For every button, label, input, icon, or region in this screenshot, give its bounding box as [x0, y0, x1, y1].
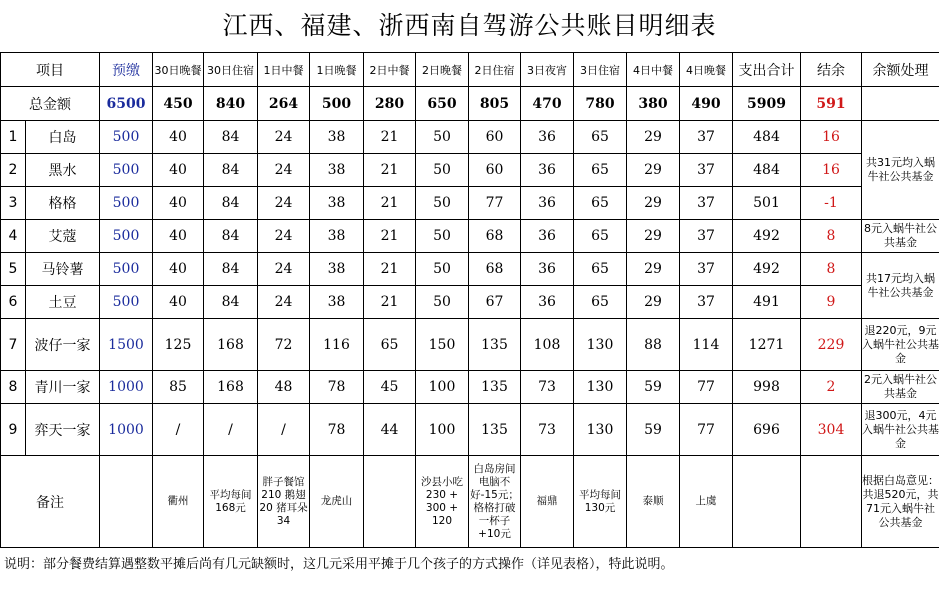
member-item: 60	[469, 154, 521, 187]
member-item: /	[204, 404, 258, 456]
member-item: 29	[627, 187, 680, 220]
member-item: 50	[416, 121, 469, 154]
member-name: 土豆	[26, 286, 100, 319]
member-item: 21	[364, 121, 416, 154]
row-number: 3	[1, 187, 26, 220]
member-item: 65	[574, 121, 627, 154]
header-cell: 2日中餐	[364, 53, 416, 87]
member-row	[1, 121, 939, 154]
note-cell	[801, 456, 862, 548]
member-item: 68	[469, 253, 521, 286]
total-item: 500	[310, 87, 364, 121]
member-spent: 491	[733, 286, 801, 319]
note-cell: 上虞	[680, 456, 733, 548]
note-cell: 福鼎	[521, 456, 574, 548]
member-item: 77	[680, 404, 733, 456]
member-item: 37	[680, 187, 733, 220]
member-item: 84	[204, 154, 258, 187]
member-item: 77	[469, 187, 521, 220]
header-cell: 4日中餐	[627, 53, 680, 87]
member-item: 38	[310, 187, 364, 220]
member-item: 37	[680, 286, 733, 319]
member-prepaid: 1500	[100, 319, 153, 371]
member-row	[1, 319, 939, 371]
header-cell: 4日晚餐	[680, 53, 733, 87]
member-item: 100	[416, 371, 469, 404]
balance-remark: 共31元均入蜗牛社公共基金	[862, 121, 939, 220]
note-cell: 平均每间130元	[574, 456, 627, 548]
member-item: 29	[627, 253, 680, 286]
notes-final: 根据白岛意见：共退520元，共71元入蜗牛社公共基金	[862, 456, 939, 548]
member-name: 格格	[26, 187, 100, 220]
member-item: 40	[153, 154, 204, 187]
member-item: 24	[258, 154, 310, 187]
total-item: 650	[416, 87, 469, 121]
member-item: 38	[310, 220, 364, 253]
header-cell: 30日住宿	[204, 53, 258, 87]
header-cell: 余额处理	[862, 53, 939, 87]
header-cell: 支出合计	[733, 53, 801, 87]
member-item: 21	[364, 187, 416, 220]
member-item: 135	[469, 319, 521, 371]
note-cell: 胖子餐馆210 鹅翅20 猪耳朵34	[258, 456, 310, 548]
balance-remark: 共17元均入蜗牛社公共基金	[862, 253, 939, 319]
page-title: 江西、福建、浙西南自驾游公共账目明细表	[222, 11, 717, 40]
member-prepaid: 500	[100, 154, 153, 187]
member-balance: -1	[801, 187, 862, 220]
member-item: 24	[258, 253, 310, 286]
note-cell	[364, 456, 416, 548]
member-item: 78	[310, 404, 364, 456]
notes-label: 备注	[1, 456, 100, 548]
note-cell: 沙县小吃 230 + 300 + 120	[416, 456, 469, 548]
row-number: 1	[1, 121, 26, 154]
member-spent: 492	[733, 253, 801, 286]
member-spent: 998	[733, 371, 801, 404]
member-row	[1, 154, 939, 187]
member-item: 168	[204, 371, 258, 404]
total-item: 490	[680, 87, 733, 121]
member-item: 24	[258, 220, 310, 253]
total-item: 805	[469, 87, 521, 121]
row-number: 9	[1, 404, 26, 456]
member-item: 50	[416, 154, 469, 187]
member-item: 130	[574, 404, 627, 456]
member-item: 36	[521, 154, 574, 187]
balance-remark: 8元入蜗牛社公共基金	[862, 220, 939, 253]
header-cell: 项目	[1, 53, 100, 87]
member-item: 21	[364, 220, 416, 253]
total-spent: 5909	[733, 87, 801, 121]
member-row	[1, 220, 939, 253]
member-item: 59	[627, 371, 680, 404]
row-number: 6	[1, 286, 26, 319]
row-number: 2	[1, 154, 26, 187]
member-spent: 492	[733, 220, 801, 253]
member-spent: 501	[733, 187, 801, 220]
member-item: 100	[416, 404, 469, 456]
member-item: 135	[469, 404, 521, 456]
member-item: 84	[204, 187, 258, 220]
member-balance: 16	[801, 121, 862, 154]
account-table	[0, 52, 939, 548]
member-item: 50	[416, 220, 469, 253]
member-prepaid: 500	[100, 121, 153, 154]
member-item: 36	[521, 220, 574, 253]
member-item: 78	[310, 371, 364, 404]
total-remark	[862, 87, 939, 121]
header-cell: 结余	[801, 53, 862, 87]
member-item: 40	[153, 121, 204, 154]
member-item: 77	[680, 371, 733, 404]
header-cell: 3日住宿	[574, 53, 627, 87]
member-row	[1, 371, 939, 404]
member-item: /	[258, 404, 310, 456]
member-item: 38	[310, 286, 364, 319]
member-name: 艾蔻	[26, 220, 100, 253]
header-cell: 30日晚餐	[153, 53, 204, 87]
member-spent: 696	[733, 404, 801, 456]
member-item: 40	[153, 220, 204, 253]
row-number: 7	[1, 319, 26, 371]
member-item: 65	[574, 286, 627, 319]
member-item: 130	[574, 371, 627, 404]
member-item: 150	[416, 319, 469, 371]
member-item: 73	[521, 371, 574, 404]
member-prepaid: 500	[100, 220, 153, 253]
member-row	[1, 187, 939, 220]
member-prepaid: 500	[100, 286, 153, 319]
header-cell: 2日晚餐	[416, 53, 469, 87]
header-cell: 预缴	[100, 53, 153, 87]
note-cell: 泰顺	[627, 456, 680, 548]
member-item: 108	[521, 319, 574, 371]
member-item: 135	[469, 371, 521, 404]
notes-row	[1, 456, 939, 548]
member-item: 85	[153, 371, 204, 404]
member-item: 36	[521, 121, 574, 154]
total-item: 780	[574, 87, 627, 121]
member-item: 65	[574, 187, 627, 220]
member-balance: 9	[801, 286, 862, 319]
member-item: 37	[680, 220, 733, 253]
member-prepaid: 1000	[100, 371, 153, 404]
member-spent: 484	[733, 154, 801, 187]
member-item: 45	[364, 371, 416, 404]
member-prepaid: 500	[100, 253, 153, 286]
member-item: 37	[680, 121, 733, 154]
member-item: 36	[521, 187, 574, 220]
member-item: 88	[627, 319, 680, 371]
footer-note: 说明：部分餐费结算遇整数平摊后尚有几元缺额时，这几元采用平摊于几个孩子的方式操作（详见表格），特此说明。	[4, 557, 674, 572]
header-cell: 1日中餐	[258, 53, 310, 87]
member-item: 65	[574, 253, 627, 286]
member-item: 24	[258, 286, 310, 319]
member-item: 44	[364, 404, 416, 456]
member-name: 黑水	[26, 154, 100, 187]
member-item: 38	[310, 121, 364, 154]
total-row	[1, 87, 939, 121]
member-item: 73	[521, 404, 574, 456]
balance-remark: 退300元，4元入蜗牛社公共基金	[862, 404, 939, 456]
member-row	[1, 253, 939, 286]
row-number: 5	[1, 253, 26, 286]
total-item: 840	[204, 87, 258, 121]
member-item: 65	[364, 319, 416, 371]
member-spent: 484	[733, 121, 801, 154]
member-item: 59	[627, 404, 680, 456]
member-item: 38	[310, 253, 364, 286]
member-item: 130	[574, 319, 627, 371]
member-row	[1, 286, 939, 319]
total-item: 264	[258, 87, 310, 121]
member-item: 38	[310, 154, 364, 187]
member-item: 65	[574, 154, 627, 187]
member-balance: 16	[801, 154, 862, 187]
total-item: 380	[627, 87, 680, 121]
member-item: 84	[204, 121, 258, 154]
total-item: 450	[153, 87, 204, 121]
member-item: 84	[204, 253, 258, 286]
note-cell	[100, 456, 153, 548]
total-label: 总金额	[1, 87, 100, 121]
member-item: 125	[153, 319, 204, 371]
total-item: 280	[364, 87, 416, 121]
row-number: 8	[1, 371, 26, 404]
member-item: 37	[680, 253, 733, 286]
member-item: 36	[521, 286, 574, 319]
member-prepaid: 500	[100, 187, 153, 220]
member-item: 29	[627, 121, 680, 154]
member-item: 60	[469, 121, 521, 154]
member-name: 青川一家	[26, 371, 100, 404]
member-item: 48	[258, 371, 310, 404]
member-name: 波仔一家	[26, 319, 100, 371]
header-row	[1, 53, 939, 87]
member-name: 弈天一家	[26, 404, 100, 456]
balance-remark: 退220元，9元入蜗牛社公共基金	[862, 319, 939, 371]
row-number: 4	[1, 220, 26, 253]
member-item: 24	[258, 187, 310, 220]
member-name: 白岛	[26, 121, 100, 154]
note-cell: 平均每间168元	[204, 456, 258, 548]
member-item: 67	[469, 286, 521, 319]
member-item: 50	[416, 286, 469, 319]
member-item: 29	[627, 220, 680, 253]
member-item: 29	[627, 286, 680, 319]
note-cell	[733, 456, 801, 548]
note-cell: 龙虎山	[310, 456, 364, 548]
member-spent: 1271	[733, 319, 801, 371]
member-item: 84	[204, 220, 258, 253]
member-item: 21	[364, 253, 416, 286]
member-item: 50	[416, 187, 469, 220]
member-item: 68	[469, 220, 521, 253]
member-item: 72	[258, 319, 310, 371]
balance-remark: 2元入蜗牛社公共基金	[862, 371, 939, 404]
member-item: 21	[364, 286, 416, 319]
member-item: 40	[153, 253, 204, 286]
member-item: 40	[153, 187, 204, 220]
member-item: 29	[627, 154, 680, 187]
member-balance: 2	[801, 371, 862, 404]
member-item: 50	[416, 253, 469, 286]
header-cell: 1日晚餐	[310, 53, 364, 87]
total-prepaid: 6500	[100, 87, 153, 121]
member-item: 37	[680, 154, 733, 187]
member-item: 116	[310, 319, 364, 371]
member-item: 40	[153, 286, 204, 319]
member-balance: 229	[801, 319, 862, 371]
member-item: 114	[680, 319, 733, 371]
member-balance: 8	[801, 220, 862, 253]
member-item: 168	[204, 319, 258, 371]
member-item: 65	[574, 220, 627, 253]
note-cell: 衢州	[153, 456, 204, 548]
member-balance: 8	[801, 253, 862, 286]
header-cell: 2日住宿	[469, 53, 521, 87]
member-item: 24	[258, 121, 310, 154]
member-item: 36	[521, 253, 574, 286]
member-prepaid: 1000	[100, 404, 153, 456]
total-balance: 591	[801, 87, 862, 121]
note-cell: 白岛房间电脑不好-15元；格格打破一杯子+10元	[469, 456, 521, 548]
total-item: 470	[521, 87, 574, 121]
member-name: 马铃薯	[26, 253, 100, 286]
member-row	[1, 404, 939, 456]
member-item: 84	[204, 286, 258, 319]
member-item: 21	[364, 154, 416, 187]
member-item: /	[153, 404, 204, 456]
header-cell: 3日夜宵	[521, 53, 574, 87]
member-balance: 304	[801, 404, 862, 456]
